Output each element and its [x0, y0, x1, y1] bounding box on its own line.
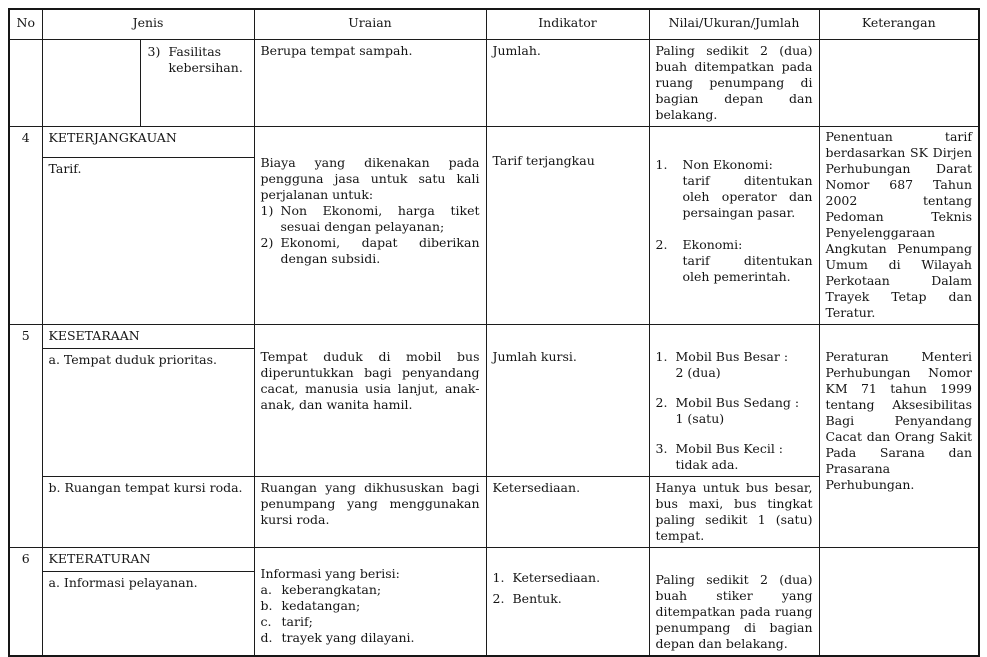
table-header-row	[9, 9, 979, 39]
item-marker: 1.	[655, 156, 668, 172]
item-text: trayek yang dilayani.	[281, 629, 415, 645]
item-line2: 1 (satu)	[675, 410, 725, 426]
column-header-keterangan: Keterangan	[819, 9, 979, 39]
item-text: tarif;	[281, 613, 313, 629]
cell-5a-jenis: a. Tempat duduk prioritas.	[42, 349, 254, 476]
item-title: Ekonomi:	[682, 236, 743, 252]
item-text: Non Ekonomi, harga tiket sesuai dengan pelayanan;	[280, 202, 480, 234]
cell-4-nilai	[649, 126, 819, 324]
item-body	[683, 157, 813, 221]
cell-6-kategori: KETERATURAN	[42, 547, 254, 572]
cell-4-jenis: Tarif.	[42, 158, 254, 324]
cell-4-kategori: KETERJANGKAUAN	[42, 126, 254, 158]
item-text: tarif ditentukan oleh pemerintah.	[682, 252, 813, 284]
item-marker: c.	[260, 613, 272, 629]
cell-6-uraian	[254, 547, 486, 656]
item-text: Fasilitas kebersihan.	[168, 43, 243, 75]
list-item	[261, 235, 480, 267]
item-marker: 3)	[147, 43, 161, 59]
item-marker: a.	[260, 581, 272, 597]
document-page	[8, 8, 980, 657]
cell-5b-jenis: b. Ruangan tempat kursi roda.	[42, 476, 254, 547]
list-item	[493, 591, 643, 607]
table-row-section-5	[9, 324, 979, 349]
item-line2: 2 (dua)	[675, 364, 721, 380]
list-item	[656, 237, 813, 285]
cell-6-nilai: Paling sedikit 2 (dua) buah stiker yang ditempatkan pada ruang penumpang di bagian depan dan belakang.	[649, 547, 819, 656]
item-line1: Mobil Bus Sedang :	[675, 394, 800, 410]
jenis-split-wrap	[43, 40, 254, 126]
list-item	[656, 395, 813, 427]
cell-6-jenis: a. Informasi pelayanan.	[42, 572, 254, 656]
item-marker: 1.	[492, 569, 505, 585]
cell-fasilitas-no-empty	[9, 39, 42, 126]
cell-fasilitas-uraian: Berupa tempat sampah.	[254, 39, 486, 126]
item-marker: 2.	[492, 590, 505, 606]
jenis-subcolumn-spacer	[43, 40, 141, 126]
item-line2: tidak ada.	[675, 456, 739, 472]
cell-4-no: 4	[9, 126, 42, 324]
list-item	[261, 630, 480, 646]
cell-fasilitas-keterangan-empty	[819, 39, 979, 126]
item-text: Ketersediaan.	[512, 569, 601, 585]
item-body	[676, 349, 813, 381]
column-header-uraian: Uraian	[254, 9, 486, 39]
item-text: kedatangan;	[281, 597, 361, 613]
item-marker: 3.	[655, 440, 668, 456]
uraian-intro: Informasi yang berisi:	[260, 565, 400, 581]
cell-6-no: 6	[9, 547, 42, 656]
table-row-section-4	[9, 126, 979, 158]
cell-4-uraian	[254, 126, 486, 324]
list-item	[656, 349, 813, 381]
cell-5a-uraian: Tempat duduk di mobil bus diperuntukkan bagi penyandang cacat, manusia usia lanjut, anak-anak, dan wanita hamil.	[254, 324, 486, 476]
cell-fasilitas-nilai: Paling sedikit 2 (dua) buah ditempatkan pada ruang penumpang di bagian depan dan belakang.	[649, 39, 819, 126]
item-marker: 2)	[260, 234, 274, 250]
column-header-nilai: Nilai/Ukuran/Jumlah	[649, 9, 819, 39]
cell-5a-nilai	[649, 324, 819, 476]
list-item	[261, 614, 480, 630]
cell-5-kategori: KESETARAAN	[42, 324, 254, 349]
cell-5b-indikator: Ketersediaan.	[486, 476, 649, 547]
jenis-subitem	[141, 40, 254, 126]
item-line1: Mobil Bus Kecil :	[675, 440, 784, 456]
cell-fasilitas-indikator: Jumlah.	[486, 39, 649, 126]
cell-6-keterangan-empty	[819, 547, 979, 656]
column-header-jenis: Jenis	[42, 9, 254, 39]
item-text: Ekonomi, dapat diberikan dengan subsidi.	[280, 234, 480, 266]
cell-5a-indikator: Jumlah kursi.	[486, 324, 649, 476]
item-marker: 1.	[655, 348, 668, 364]
column-header-no: No	[9, 9, 42, 39]
list-item	[493, 570, 643, 586]
table-row	[9, 39, 979, 126]
standards-table	[8, 8, 980, 657]
item-marker: 2.	[655, 394, 668, 410]
item-body	[676, 441, 813, 473]
cell-5b-uraian: Ruangan yang dikhususkan bagi penumpang yang menggunakan kursi roda.	[254, 476, 486, 547]
item-line1: Mobil Bus Besar :	[675, 348, 789, 364]
cell-6-indikator	[486, 547, 649, 656]
item-text: keberangkatan;	[281, 581, 382, 597]
item-marker: 1)	[260, 202, 274, 218]
list-item	[656, 441, 813, 473]
item-body	[683, 237, 813, 285]
cell-4-keterangan: Penentuan tarif berdasarkan SK Dirjen Perhubungan Darat Nomor 687 Tahun 2002 tentang Pedoman Teknis Penyelenggaraan Angkutan Penumpang Umum di Wilayah Perkotaan Dalam Trayek Tetap dan Teratur.	[819, 126, 979, 324]
list-item	[148, 44, 248, 76]
list-item	[261, 598, 480, 614]
list-item	[261, 203, 480, 235]
cell-fasilitas-jenis	[42, 39, 254, 126]
uraian-intro: Biaya yang dikenakan pada pengguna jasa untuk satu kali perjalanan untuk:	[260, 154, 480, 202]
item-marker: 2.	[655, 236, 668, 252]
item-marker: d.	[260, 629, 273, 645]
cell-5-no: 5	[9, 324, 42, 547]
cell-4-indikator: Tarif terjangkau	[486, 126, 649, 324]
column-header-indikator: Indikator	[486, 9, 649, 39]
item-text: Bentuk.	[512, 590, 562, 606]
cell-5b-nilai: Hanya untuk bus besar, bus maxi, bus tingkat paling sedikit 1 (satu) tempat.	[649, 476, 819, 547]
list-item	[656, 157, 813, 221]
list-item	[261, 582, 480, 598]
item-marker: b.	[260, 597, 273, 613]
cell-5-keterangan: Peraturan Menteri Perhubungan Nomor KM 71 tahun 1999 tentang Aksesibilitas Bagi Penyandang Cacat dan Orang Sakit Pada Sarana dan Prasarana Perhubungan.	[819, 324, 979, 547]
item-title: Non Ekonomi:	[682, 156, 773, 172]
item-body	[676, 395, 813, 427]
item-text: tarif ditentukan oleh operator dan persaingan pasar.	[682, 172, 813, 220]
